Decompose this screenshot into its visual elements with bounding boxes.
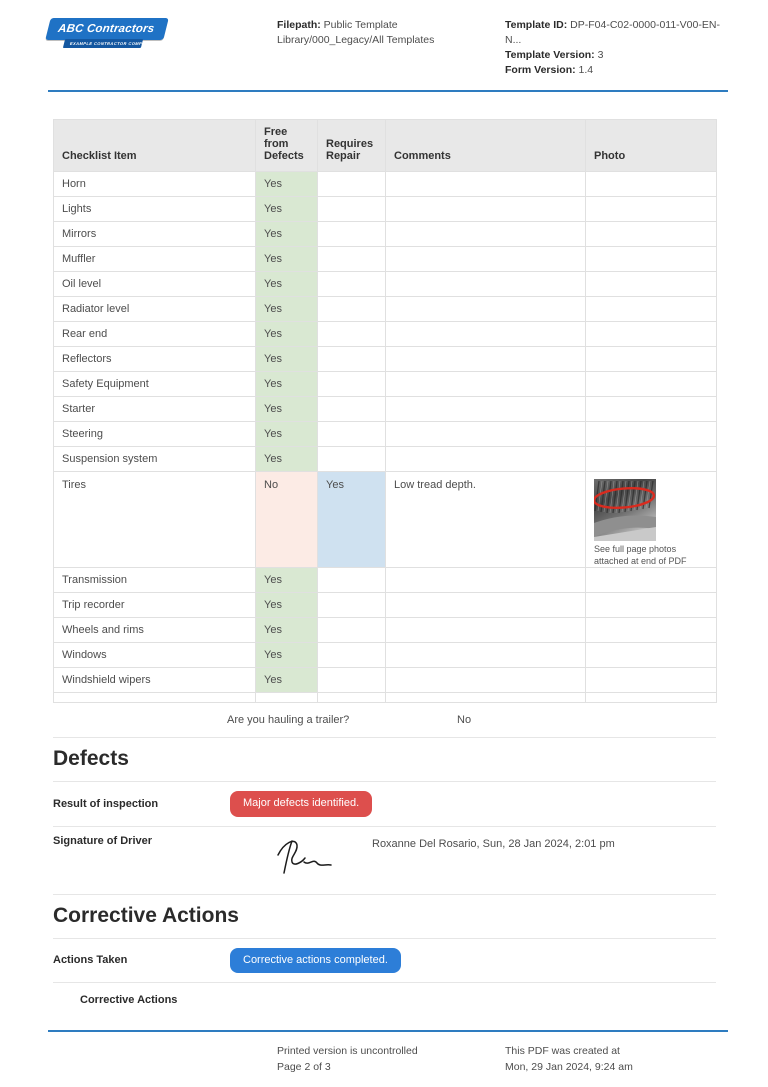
requires-repair-cell — [318, 322, 386, 347]
table-row — [54, 618, 717, 643]
photo-cell — [586, 297, 717, 322]
signature-image — [230, 835, 372, 884]
col-checklist-item: Checklist Item — [54, 120, 256, 172]
free-from-defects-cell: Yes — [256, 593, 318, 618]
requires-repair-cell — [318, 222, 386, 247]
table-row — [54, 347, 717, 372]
checklist-item-cell: Safety Equipment — [54, 372, 256, 397]
empty-row — [54, 693, 717, 703]
table-row — [54, 593, 717, 618]
checklist-table — [53, 119, 717, 703]
footer-created-label: This PDF was created at — [505, 1045, 620, 1057]
comments-cell — [386, 422, 586, 447]
inspection-result-badge: Major defects identified. — [230, 791, 372, 816]
free-from-defects-cell: Yes — [256, 222, 318, 247]
footer-created-date: Mon, 29 Jan 2024, 9:24 am — [505, 1061, 633, 1073]
col-requires-repair: Requires Repair — [318, 120, 386, 172]
comments-cell — [386, 618, 586, 643]
checklist-item-cell: Starter — [54, 397, 256, 422]
requires-repair-cell — [318, 197, 386, 222]
table-header-row — [54, 120, 717, 172]
photo-cell — [586, 422, 717, 447]
table-row — [54, 222, 717, 247]
table-row — [54, 422, 717, 447]
table-row — [54, 397, 717, 422]
comments-cell — [386, 197, 586, 222]
requires-repair-cell — [318, 247, 386, 272]
actions-taken-badge: Corrective actions completed. — [230, 948, 401, 973]
col-free-from-defects: Free from Defects — [256, 120, 318, 172]
photo-cell — [586, 322, 717, 347]
result-of-inspection-label: Result of inspection — [53, 797, 159, 810]
footer-left-block — [277, 1043, 505, 1075]
table-row — [54, 172, 717, 197]
table-row — [54, 472, 717, 568]
logo-title-band — [45, 18, 169, 40]
checklist-item-cell: Oil level — [54, 272, 256, 297]
free-from-defects-cell: Yes — [256, 568, 318, 593]
checklist-item-cell: Tires — [54, 472, 256, 568]
tire-photo — [594, 479, 656, 541]
page-footer — [48, 1030, 728, 1075]
checklist-item-cell: Lights — [54, 197, 256, 222]
template-id-label: Template ID: — [505, 19, 568, 31]
table-row — [54, 247, 717, 272]
photo-cell — [586, 397, 717, 422]
free-from-defects-cell: Yes — [256, 172, 318, 197]
requires-repair-cell — [318, 372, 386, 397]
checklist-item-cell: Trip recorder — [54, 593, 256, 618]
photo-cell — [586, 172, 717, 197]
free-from-defects-cell: Yes — [256, 618, 318, 643]
trailer-answer: No — [457, 714, 472, 727]
free-from-defects-cell: Yes — [256, 643, 318, 668]
table-row — [54, 447, 717, 472]
checklist-item-cell: Steering — [54, 422, 256, 447]
template-id-row — [505, 18, 728, 48]
checklist-item-cell: Windows — [54, 643, 256, 668]
checklist-item-cell: Horn — [54, 172, 256, 197]
comments-cell — [386, 643, 586, 668]
table-row — [54, 197, 717, 222]
requires-repair-cell — [318, 397, 386, 422]
photo-cell — [586, 668, 717, 693]
comments-cell — [386, 222, 586, 247]
footer-page-number: Page 2 of 3 — [277, 1061, 331, 1073]
requires-repair-cell — [318, 272, 386, 297]
result-of-inspection-row — [53, 782, 716, 826]
photo-cell — [586, 568, 717, 593]
footer-uncontrolled-note: Printed version is uncontrolled — [277, 1045, 418, 1057]
checklist-item-cell: Rear end — [54, 322, 256, 347]
form-version-row — [505, 63, 728, 78]
form-version-label: Form Version: — [505, 64, 576, 76]
free-from-defects-cell: No — [256, 472, 318, 568]
requires-repair-cell — [318, 172, 386, 197]
table-row — [54, 372, 717, 397]
actions-taken-label: Actions Taken — [53, 954, 128, 967]
free-from-defects-cell: Yes — [256, 297, 318, 322]
filepath-block — [277, 18, 505, 48]
comments-cell — [386, 668, 586, 693]
logo-title: ABC Contractors — [57, 23, 156, 35]
free-from-defects-cell: Yes — [256, 447, 318, 472]
checklist-body — [54, 172, 717, 693]
comments-cell — [386, 322, 586, 347]
signature-label: Signature of Driver — [53, 834, 153, 847]
corrective-actions-heading: Corrective Actions — [53, 895, 716, 939]
requires-repair-cell — [318, 447, 386, 472]
comments-cell — [386, 568, 586, 593]
table-row — [54, 272, 717, 297]
form-version-value: 1.4 — [578, 64, 594, 76]
free-from-defects-cell: Yes — [256, 668, 318, 693]
comments-cell — [386, 297, 586, 322]
free-from-defects-cell: Yes — [256, 422, 318, 447]
filepath-value: Public Template Library/000_Legacy/All Templates — [277, 19, 435, 46]
template-id-value: DP-F04-C02-0000-011-V00-EN-N... — [505, 19, 720, 46]
table-row — [54, 297, 717, 322]
table-row — [54, 322, 717, 347]
photo-cell — [586, 222, 717, 247]
comments-cell — [386, 172, 586, 197]
photo-cell — [586, 347, 717, 372]
free-from-defects-cell: Yes — [256, 272, 318, 297]
corrective-actions-sublabel: Corrective Actions — [80, 993, 178, 1006]
table-row — [54, 643, 717, 668]
photo-cell — [586, 472, 717, 568]
comments-cell — [386, 447, 586, 472]
requires-repair-cell — [318, 643, 386, 668]
free-from-defects-cell: Yes — [256, 247, 318, 272]
actions-taken-row — [53, 939, 716, 983]
checklist-item-cell: Radiator level — [54, 297, 256, 322]
free-from-defects-cell: Yes — [256, 197, 318, 222]
checklist-item-cell: Muffler — [54, 247, 256, 272]
free-from-defects-cell: Yes — [256, 347, 318, 372]
table-row — [54, 568, 717, 593]
defects-heading: Defects — [53, 738, 716, 782]
header-divider — [48, 90, 728, 92]
checklist-item-cell: Transmission — [54, 568, 256, 593]
checklist-item-cell: Suspension system — [54, 447, 256, 472]
footer-divider — [48, 1030, 728, 1032]
comments-cell: Low tread depth. — [386, 472, 586, 568]
free-from-defects-cell: Yes — [256, 397, 318, 422]
requires-repair-cell — [318, 347, 386, 372]
photo-cell — [586, 247, 717, 272]
free-from-defects-cell: Yes — [256, 322, 318, 347]
checklist-item-cell: Windshield wipers — [54, 668, 256, 693]
col-photo: Photo — [586, 120, 717, 172]
template-version-row — [505, 48, 728, 63]
requires-repair-cell — [318, 297, 386, 322]
signature-name-date: Roxanne Del Rosario, Sun, 28 Jan 2024, 2:01 pm — [372, 837, 615, 850]
requires-repair-cell — [318, 618, 386, 643]
trailer-question-row — [53, 703, 716, 738]
requires-repair-cell — [318, 422, 386, 447]
filepath-label: Filepath: — [277, 19, 321, 31]
checklist-item-cell: Wheels and rims — [54, 618, 256, 643]
comments-cell — [386, 247, 586, 272]
comments-cell — [386, 347, 586, 372]
photo-cell — [586, 447, 717, 472]
comments-cell — [386, 397, 586, 422]
checklist-item-cell: Mirrors — [54, 222, 256, 247]
template-version-value: 3 — [597, 49, 604, 61]
company-logo — [48, 18, 277, 50]
free-from-defects-cell: Yes — [256, 372, 318, 397]
comments-cell — [386, 372, 586, 397]
checklist-item-cell: Reflectors — [54, 347, 256, 372]
template-version-label: Template Version: — [505, 49, 595, 61]
template-info-block — [505, 18, 728, 78]
col-comments: Comments — [386, 120, 586, 172]
comments-cell — [386, 593, 586, 618]
photo-cell — [586, 197, 717, 222]
photo-cell — [586, 618, 717, 643]
requires-repair-cell — [318, 593, 386, 618]
photo-cell — [586, 372, 717, 397]
logo-subtitle: EXAMPLE CONTRACTOR COMPANY — [63, 39, 143, 48]
table-row — [54, 668, 717, 693]
photo-cell — [586, 593, 717, 618]
signature-scribble-icon — [264, 835, 344, 879]
photo-cell — [586, 643, 717, 668]
photo-cell — [586, 272, 717, 297]
page-header — [0, 0, 768, 78]
requires-repair-cell — [318, 568, 386, 593]
requires-repair-cell: Yes — [318, 472, 386, 568]
photo-caption: See full page photos attached at end of PDF — [594, 544, 687, 566]
signature-row — [53, 827, 716, 895]
requires-repair-cell — [318, 668, 386, 693]
footer-right-block — [505, 1043, 633, 1075]
comments-cell — [386, 272, 586, 297]
trailer-question: Are you hauling a trailer? — [227, 714, 350, 727]
